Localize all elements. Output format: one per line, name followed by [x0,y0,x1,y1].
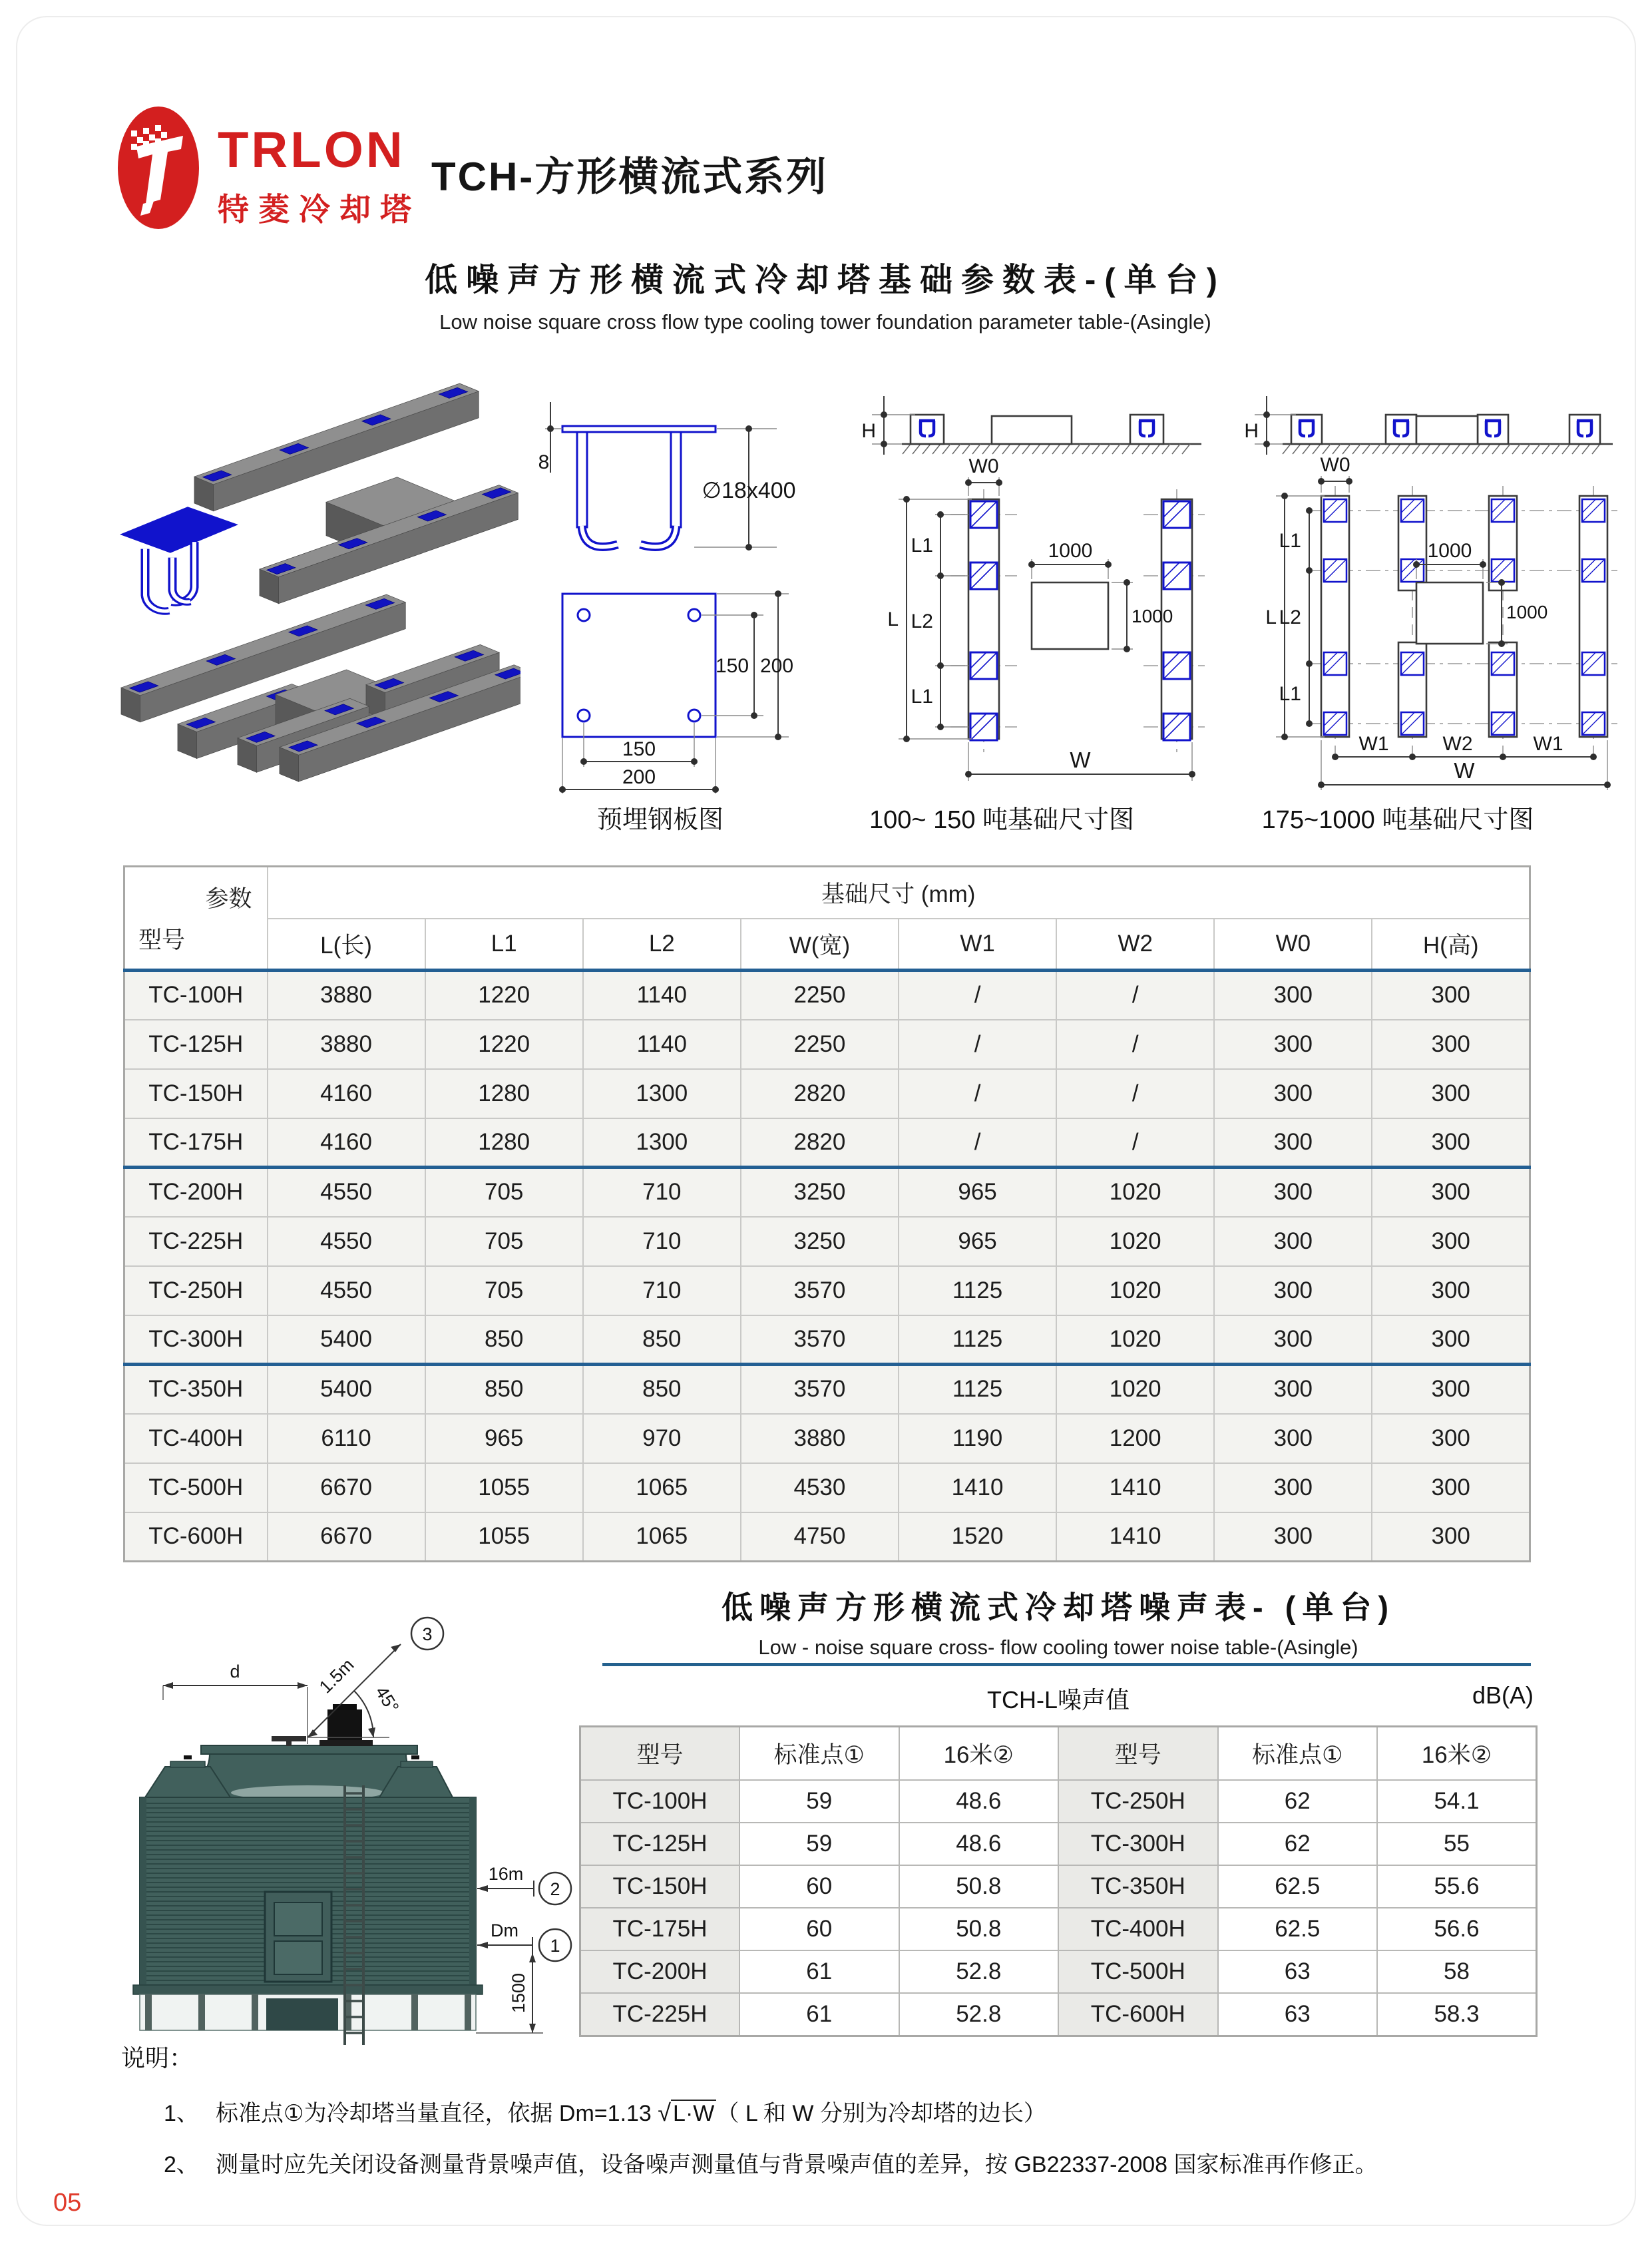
noise-row [580,1950,1537,1993]
value-cell: 3880 [741,1414,899,1463]
brand-logo [116,105,421,230]
value-cell: 970 [583,1414,741,1463]
value-cell: 300 [1372,1069,1530,1118]
value-cell: 1410 [1056,1463,1214,1512]
svg-text:2: 2 [550,1879,560,1899]
value-cell: 1220 [425,1020,583,1069]
model-cell: TC-100H [124,971,268,1020]
svg-text:∅18x400: ∅18x400 [702,478,795,503]
column-header: 标准点① [739,1727,899,1781]
svg-text:L2: L2 [1279,606,1301,628]
value-cell: 965 [899,1217,1056,1266]
value-cell: 52.8 [899,1993,1059,2036]
svg-text:L1: L1 [911,535,933,557]
value-cell: 300 [1214,971,1372,1020]
svg-text:1000: 1000 [1048,540,1093,562]
value-cell: 965 [899,1168,1056,1217]
value-cell: 61 [739,1993,899,2036]
value-cell: 59 [739,1823,899,1865]
value-cell: 300 [1372,1365,1530,1414]
foundation-row [124,1020,1530,1069]
foundation-row [124,1118,1530,1168]
svg-text:L1: L1 [911,686,933,708]
figure-embedded-steel-plate [529,367,795,793]
noise-section-divider [602,1663,1531,1666]
column-header: 型号 [1058,1727,1218,1781]
value-cell: / [899,971,1056,1020]
note-text: 测量时应先关闭设备测量背景噪声值，设备噪声测量值与背景噪声值的差异，按 GB22337-2008 国家标准再作修正。 [216,2152,1378,2177]
noise-row [580,1780,1537,1823]
value-cell: 1410 [899,1463,1056,1512]
model-cell: TC-150H [580,1865,740,1908]
value-cell: 1125 [899,1266,1056,1315]
svg-text:d: d [230,1662,240,1682]
value-cell: 1020 [1056,1365,1214,1414]
noise-row [580,1908,1537,1950]
value-cell: 63 [1218,1993,1378,2036]
model-cell: TC-175H [124,1118,268,1168]
value-cell: 705 [425,1217,583,1266]
value-cell: 1065 [583,1512,741,1562]
svg-text:200: 200 [759,655,794,677]
value-cell: / [899,1118,1056,1168]
noise-table-superheader [579,1674,1538,1717]
value-cell: 60 [739,1865,899,1908]
value-cell: 5400 [268,1365,425,1414]
value-cell: 300 [1214,1069,1372,1118]
model-cell: TC-225H [124,1217,268,1266]
value-cell: 4530 [741,1463,899,1512]
figure-foundation-175-1000t [1221,363,1621,795]
svg-text:H: H [1244,420,1259,442]
caption-foundation-100-150t: 100~ 150 吨基础尺寸图 [869,806,1135,834]
foundation-row [124,1365,1530,1414]
value-cell: 55.6 [1377,1865,1537,1908]
value-cell: 1190 [899,1414,1056,1463]
value-cell: 3570 [741,1365,899,1414]
value-cell: 5400 [268,1315,425,1365]
trlon-logo-icon [116,105,200,230]
model-cell: TC-225H [580,1993,740,2036]
column-header: 16米② [899,1727,1059,1781]
corner-header-cell [124,867,268,971]
value-cell: 300 [1214,1266,1372,1315]
value-cell: 3880 [268,1020,425,1069]
column-header: H(高) [1372,919,1530,971]
value-cell: 1020 [1056,1266,1214,1315]
svg-text:L1: L1 [1279,530,1301,552]
value-cell: / [1056,1069,1214,1118]
value-cell: 2250 [741,1020,899,1069]
brand-tagline: 特菱冷却塔 [218,192,421,227]
foundation-title-en: Low noise square cross flow type cooling tower foundation parameter table-(Asingle) [439,310,1211,334]
value-cell: 300 [1372,1414,1530,1463]
value-cell: 1280 [425,1118,583,1168]
value-cell: 58 [1377,1950,1537,1993]
value-cell: 710 [583,1266,741,1315]
model-cell: TC-400H [1058,1908,1218,1950]
noise-value-label: TCH-L噪声值 [987,1686,1130,1713]
tower-drawing [133,1704,483,2045]
value-cell: 300 [1372,1217,1530,1266]
value-cell: 6670 [268,1463,425,1512]
svg-text:1: 1 [550,1936,560,1956]
value-cell: 55 [1377,1823,1537,1865]
value-cell: 62.5 [1218,1908,1378,1950]
value-cell: 1055 [425,1512,583,1562]
svg-text:150: 150 [715,655,749,677]
value-cell: 62 [1218,1780,1378,1823]
svg-text:L: L [887,608,899,630]
column-header: 标准点① [1218,1727,1378,1781]
value-cell: 2250 [741,971,899,1020]
value-cell: 300 [1372,1463,1530,1512]
noise-title-cn: 低噪声方形横流式冷却塔噪声表- (单台) [721,1590,1395,1625]
figure-foundation-100-150t [832,363,1205,795]
svg-text:16m: 16m [488,1864,524,1884]
value-cell: 1140 [583,971,741,1020]
value-cell: 300 [1214,1414,1372,1463]
value-cell: 48.6 [899,1823,1059,1865]
noise-table [579,1725,1538,2037]
value-cell: 48.6 [899,1780,1059,1823]
value-cell: 710 [583,1168,741,1217]
svg-text:3: 3 [422,1624,433,1644]
brand-name: TRLON [218,122,405,178]
noise-section-title [579,1583,1538,1660]
value-cell: 4160 [268,1069,425,1118]
foundation-row [124,1512,1530,1562]
value-cell: 850 [583,1365,741,1414]
value-cell: 1125 [899,1365,1056,1414]
model-cell: TC-500H [1058,1950,1218,1993]
value-cell: 3250 [741,1217,899,1266]
note-number: 1、 [164,2101,199,2126]
value-cell: 850 [583,1315,741,1365]
svg-text:L: L [1265,606,1277,628]
group-header: 基础尺寸 (mm) [268,867,1530,919]
corner-label-parameter: 参数 [205,886,252,912]
foundation-row [124,1069,1530,1118]
caption-foundation-175-1000t: 175~1000 吨基础尺寸图 [1261,806,1534,834]
value-cell: 4550 [268,1168,425,1217]
notes-heading: 说明： [121,2044,194,2072]
note-item-1 [121,2095,1585,2128]
svg-text:W: W [1070,748,1091,772]
value-cell: 1220 [425,971,583,1020]
foundation-row [124,971,1530,1020]
model-cell: TC-400H [124,1414,268,1463]
foundation-section-title [266,254,1384,334]
note-number: 2、 [164,2152,199,2177]
model-cell: TC-125H [124,1020,268,1069]
value-cell: 300 [1214,1512,1372,1562]
value-cell: 4160 [268,1118,425,1168]
value-cell: 4550 [268,1266,425,1315]
value-cell: 850 [425,1315,583,1365]
noise-row [580,1865,1537,1908]
value-cell: 1140 [583,1020,741,1069]
sqrt-symbol: √ [658,2099,672,2126]
value-cell: / [1056,1118,1214,1168]
value-cell: 300 [1214,1315,1372,1365]
value-cell: 1300 [583,1069,741,1118]
svg-text:1000: 1000 [1427,540,1472,562]
svg-text:W0: W0 [1320,454,1350,476]
column-header: W0 [1214,919,1372,971]
model-cell: TC-600H [1058,1993,1218,2036]
model-cell: TC-500H [124,1463,268,1512]
svg-text:150: 150 [622,738,656,760]
svg-text:200: 200 [622,766,656,788]
svg-text:L1: L1 [1279,683,1301,705]
value-cell: 1125 [899,1315,1056,1365]
value-cell: 300 [1372,1118,1530,1168]
svg-text:1000: 1000 [1132,606,1173,626]
value-cell: 62 [1218,1823,1378,1865]
value-cell: 1280 [425,1069,583,1118]
svg-text:W2: W2 [1442,733,1473,755]
model-cell: TC-200H [124,1168,268,1217]
value-cell: 300 [1372,971,1530,1020]
value-cell: 300 [1372,1168,1530,1217]
value-cell: 300 [1372,1315,1530,1365]
value-cell: 1410 [1056,1512,1214,1562]
value-cell: 300 [1214,1118,1372,1168]
model-cell: TC-250H [124,1266,268,1315]
value-cell: 2820 [741,1118,899,1168]
model-cell: TC-350H [1058,1865,1218,1908]
foundation-row [124,1217,1530,1266]
foundation-row [124,1463,1530,1512]
foundation-row [124,1414,1530,1463]
figure-cooling-tower-noise-measurement [100,1586,586,2052]
svg-text:H: H [861,420,876,442]
value-cell: 850 [425,1365,583,1414]
corner-label-model: 型号 [138,927,186,953]
value-cell: 61 [739,1950,899,1993]
value-cell: 1520 [899,1512,1056,1562]
column-header: L2 [583,919,741,971]
value-cell: 2820 [741,1069,899,1118]
value-cell: 300 [1214,1365,1372,1414]
noise-title-en: Low - noise square cross- flow cooling tower noise table-(Asingle) [758,1636,1358,1659]
value-cell: 300 [1214,1168,1372,1217]
value-cell: 1020 [1056,1168,1214,1217]
value-cell: 1065 [583,1463,741,1512]
svg-text:8: 8 [538,451,550,473]
value-cell: 60 [739,1908,899,1950]
svg-text:W0: W0 [968,455,999,477]
value-cell: 50.8 [899,1908,1059,1950]
value-cell: 62.5 [1218,1865,1378,1908]
value-cell: 54.1 [1377,1780,1537,1823]
value-cell: 3250 [741,1168,899,1217]
value-cell: 300 [1372,1020,1530,1069]
value-cell: 4550 [268,1217,425,1266]
foundation-parameter-table [123,865,1531,1562]
value-cell: 1020 [1056,1217,1214,1266]
caption-steel-plate: 预埋钢板图 [596,806,723,834]
page-number: 05 [53,2189,82,2217]
value-cell: 710 [583,1217,741,1266]
value-cell: 6670 [268,1512,425,1562]
value-cell: 56.6 [1377,1908,1537,1950]
value-cell: 705 [425,1266,583,1315]
model-cell: TC-100H [580,1780,740,1823]
column-header: 16米② [1377,1727,1537,1781]
column-header: W(宽) [741,919,899,971]
svg-text:Dm: Dm [491,1920,518,1940]
figure-isometric-foundation-beams [108,349,520,795]
value-cell: 300 [1214,1463,1372,1512]
sqrt-argument: L·W [671,2100,716,2126]
model-cell: TC-350H [124,1365,268,1414]
column-header: W2 [1056,919,1214,971]
note-item-2 [121,2146,1585,2179]
series-title: TCH-方形横流式系列 [431,154,829,199]
value-cell: 300 [1214,1217,1372,1266]
value-cell: / [1056,1020,1214,1069]
value-cell: 3880 [268,971,425,1020]
value-cell: 63 [1218,1950,1378,1993]
value-cell: 300 [1372,1512,1530,1562]
notes [121,2040,1585,2197]
value-cell: / [899,1069,1056,1118]
column-header: L1 [425,919,583,971]
model-cell: TC-300H [1058,1823,1218,1865]
value-cell: / [899,1020,1056,1069]
value-cell: 3570 [741,1315,899,1365]
value-cell: 300 [1214,1020,1372,1069]
value-cell: 3570 [741,1266,899,1315]
svg-text:W1: W1 [1533,733,1563,755]
embedded-anchor-icon [120,507,238,611]
model-cell: TC-200H [580,1950,740,1993]
model-cell: TC-125H [580,1823,740,1865]
value-cell: 59 [739,1780,899,1823]
value-cell: 52.8 [899,1950,1059,1993]
column-header: 型号 [580,1727,740,1781]
foundation-row [124,1266,1530,1315]
model-cell: TC-300H [124,1315,268,1365]
value-cell: / [1056,971,1214,1020]
model-cell: TC-250H [1058,1780,1218,1823]
noise-unit-label: dB(A) [1472,1682,1534,1709]
model-cell: TC-150H [124,1069,268,1118]
note-text: 标准点①为冷却塔当量直径，依据 Dm=1.13 √L·W（ L 和 W 分别为冷却塔的边长） [216,2099,1046,2126]
svg-text:1.5m: 1.5m [315,1654,358,1697]
svg-text:W1: W1 [1358,733,1389,755]
value-cell: 1200 [1056,1414,1214,1463]
value-cell: 705 [425,1168,583,1217]
svg-text:W: W [1454,758,1475,783]
svg-text:45°: 45° [371,1682,403,1717]
svg-text:1000: 1000 [1506,602,1548,622]
foundation-row [124,1168,1530,1217]
value-cell: 965 [425,1414,583,1463]
column-header: L(长) [268,919,425,971]
value-cell: 1020 [1056,1315,1214,1365]
model-cell: TC-175H [580,1908,740,1950]
column-header: W1 [899,919,1056,971]
value-cell: 58.3 [1377,1993,1537,2036]
value-cell: 50.8 [899,1865,1059,1908]
value-cell: 1055 [425,1463,583,1512]
value-cell: 1300 [583,1118,741,1168]
svg-text:L2: L2 [911,610,933,632]
foundation-title-cn: 低噪声方形横流式冷却塔基础参数表-(单台) [425,262,1226,298]
svg-text:1500: 1500 [509,1972,528,2014]
value-cell: 6110 [268,1414,425,1463]
value-cell: 4750 [741,1512,899,1562]
value-cell: 300 [1372,1266,1530,1315]
foundation-row [124,1315,1530,1365]
noise-row [580,1823,1537,1865]
noise-row [580,1993,1537,2036]
model-cell: TC-600H [124,1512,268,1562]
